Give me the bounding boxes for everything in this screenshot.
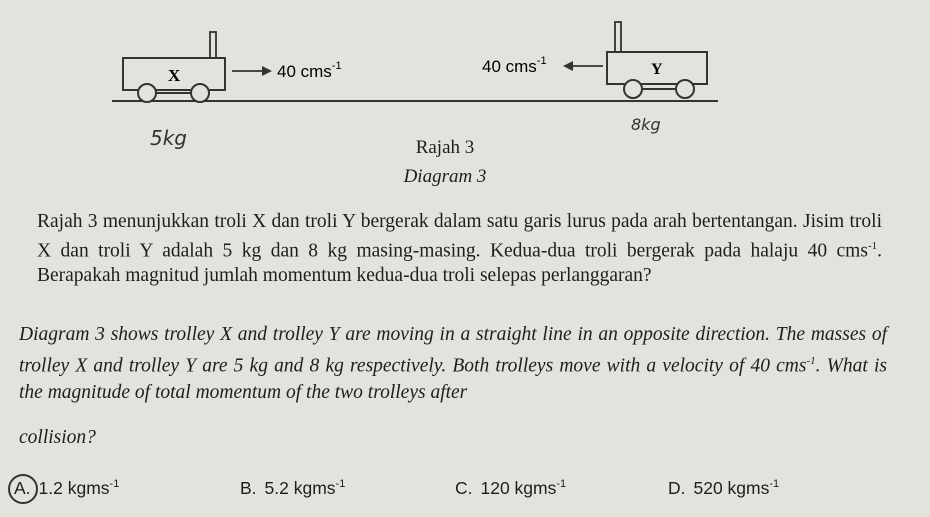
velocity-arrow-x [232, 66, 272, 76]
velocity-arrow-y [563, 61, 603, 71]
handwritten-x-mass: 5kg [150, 126, 188, 150]
option-b[interactable]: B. 5.2 kgms$^{-1}$ [240, 478, 346, 498]
diagram-caption-malay: Rajah 3 [415, 137, 475, 158]
trolley-x [123, 32, 225, 102]
option-d[interactable]: D. 520 kgms$^{-1}$ [668, 478, 780, 498]
answer-options [0, 478, 930, 508]
option-a[interactable]: A. 1.2 kgms$^{-1}$ [14, 478, 119, 499]
question-english: Diagram 3 shows trolley X and trolley Y are moving in a straight line in an opposite direction. The masses of trolley X and trolley Y are 5 kg and 8 kg respectively. Both trolleys move with a velocity of 40 cms$^{-1}$. What is the magnitude of total momentum of the two trolleys after [19, 324, 888, 403]
option-c[interactable]: C. 120 kgms$^{-1}$ [455, 478, 567, 498]
velocity-y-label: 40 cms$^{-1}$ [482, 55, 547, 76]
diagram-caption-english: Diagram 3 [403, 166, 487, 187]
trolley-x-label: X [168, 66, 181, 85]
trolley-y [607, 22, 707, 98]
velocity-x-label: 40 cms$^{-1}$ [277, 60, 342, 81]
question-malay: Rajah 3 menunjukkan troli X dan troli Y bergerak dalam satu garis lurus pada arah bertentangan. Jisim troli X dan troli Y adalah 5 kg dan 8 kg masing-masing. Kedua-dua troli bergerak pada halaju 40 cms$^{-1}$. Berapakah magnitud jumlah momentum kedua-dua troli selepas perlanggaran? [37, 211, 882, 286]
selected-circle-mark [8, 474, 38, 504]
trolley-y-label: Y [651, 61, 663, 78]
handwritten-y-mass: 8kg [631, 115, 661, 134]
question-english-last-line: collision? [19, 427, 96, 448]
